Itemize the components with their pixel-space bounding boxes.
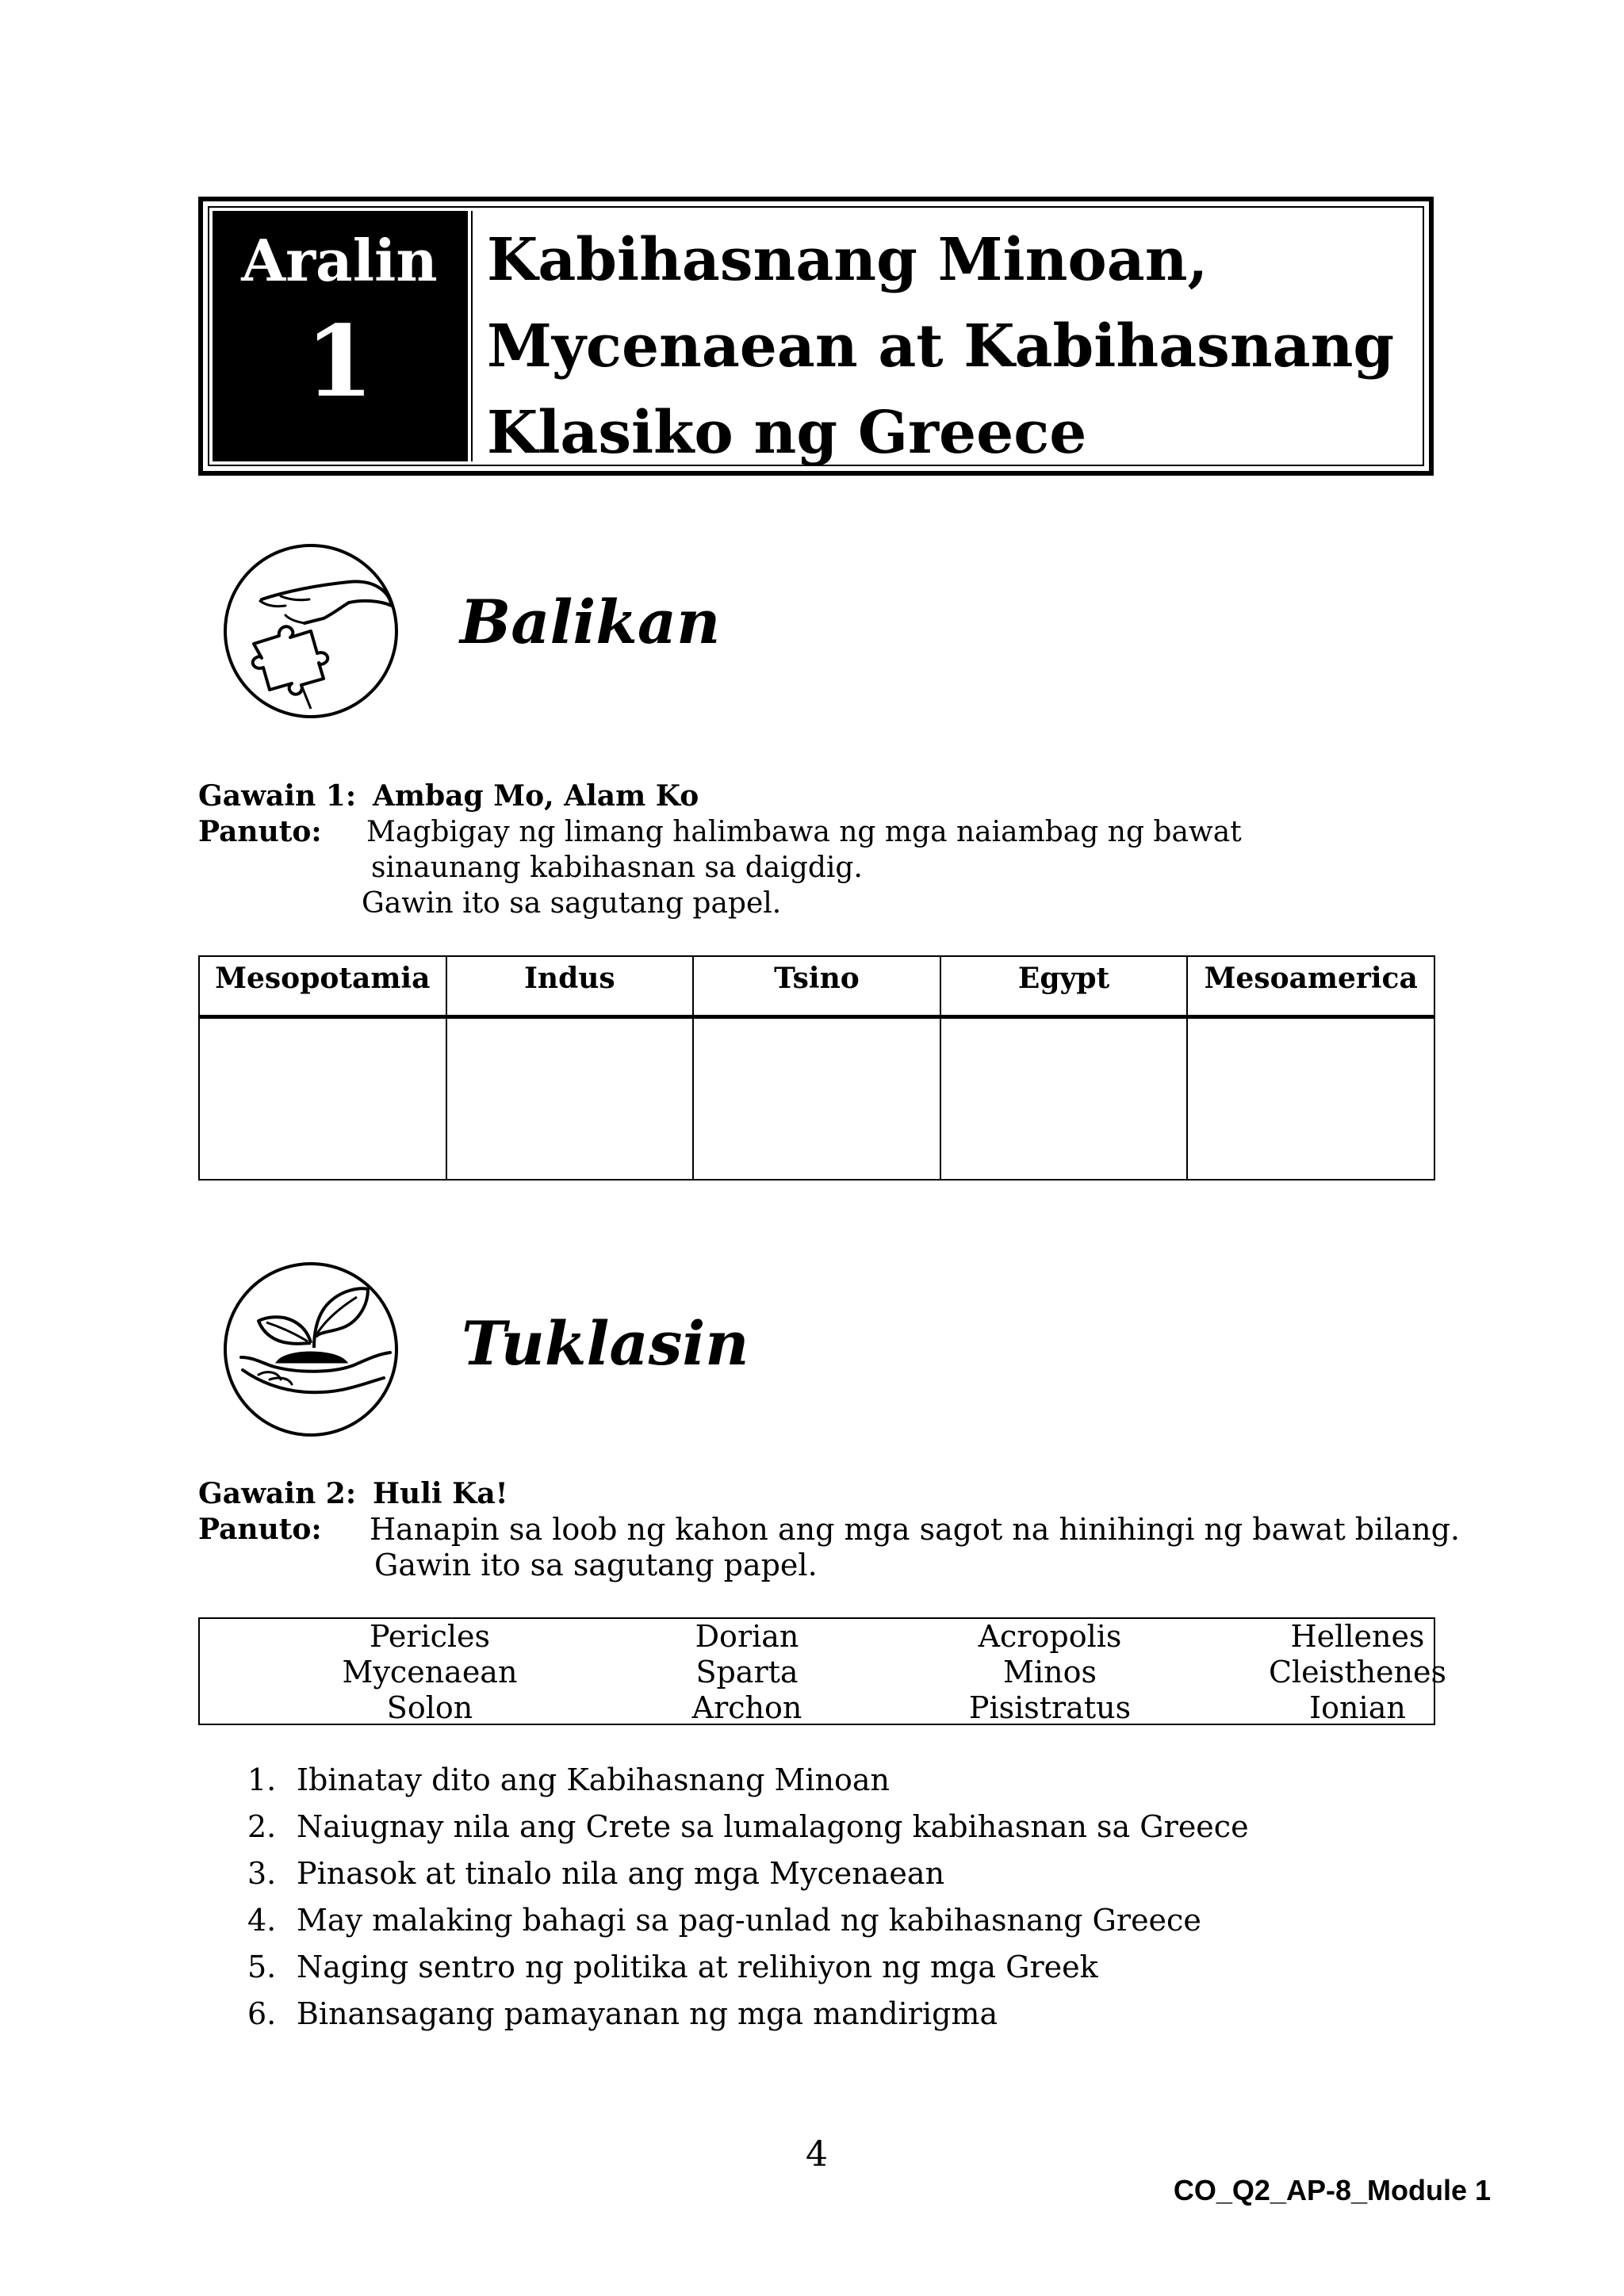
word-item: Minos [1003,1655,1097,1689]
word-item: Hellenes [1290,1619,1425,1654]
table-header: Mesoamerica [1187,956,1434,1017]
question-number: 5. [247,1950,277,1984]
hand-seedling-icon [222,1261,400,1438]
answer-cell[interactable] [693,1017,940,1181]
activity-title: Huli Ka! [373,1477,508,1510]
word-item: Pisistratus [968,1690,1132,1725]
question-number: 6. [247,1996,277,2031]
answer-cell[interactable] [940,1017,1188,1181]
lesson-number: 1 [304,304,374,419]
answer-cell[interactable] [1187,1017,1434,1181]
table-header-row [199,956,1434,1017]
module-code: CO_Q2_AP-8_Module 1 [1173,2174,1491,2206]
question-number: 4. [247,1903,277,1938]
word-item: Sparta [695,1655,799,1689]
table-header: Indus [446,956,694,1017]
lesson-divider [466,211,473,461]
lesson-word: Aralin [241,227,438,294]
word-item: Ionian [1309,1690,1406,1725]
activity-title: Ambag Mo, Alam Ko [373,779,699,813]
word-item: Mycenaean [342,1655,518,1689]
table-row [199,1017,1434,1181]
table-header: Tsino [693,956,940,1017]
question-number: 1. [247,1762,277,1797]
question-number: 3. [247,1856,277,1891]
word-item: Pericles [369,1619,491,1654]
instructions-label: Panuto: [198,815,322,848]
word-item: Solon [386,1690,473,1725]
word-column [311,1619,549,1726]
question-number: 2. [247,1809,277,1844]
answer-cell[interactable] [446,1017,694,1181]
instructions-line: Hanapin sa loob ng kahon ang mga sagot na hinihingi ng bawat bilang. [370,1512,1460,1547]
instructions-line: Gawin ito sa sagutang papel. [374,1548,818,1582]
word-item: Acropolis [978,1619,1122,1654]
list-item [247,1900,1249,1947]
section-title-balikan: Balikan [460,587,721,657]
word-item: Dorian [695,1619,799,1654]
page-number: 4 [806,2134,828,2175]
lesson-title-line: Mycenaean at Kabihasnang [487,312,1395,381]
word-column [923,1619,1177,1726]
list-item [247,1760,1249,1807]
table-header: Egypt [940,956,1188,1017]
question-text: Naiugnay nila ang Crete sa lumalagong kabihasnan sa Greece [297,1809,1249,1844]
question-text: Ibinatay dito ang Kabihasnang Minoan [297,1762,891,1797]
word-column [1231,1619,1484,1726]
list-item [247,1994,1249,2041]
activity-label: Gawain 2: [198,1477,357,1510]
lesson-number-box [213,211,466,461]
list-item [247,1807,1249,1854]
question-text: Naging sentro ng politika at relihiyon ng mga Greek [297,1950,1098,1984]
instructions-label: Panuto: [198,1513,322,1546]
list-item [247,1854,1249,1900]
instructions-line: Gawin ito sa sagutang papel. [362,887,782,920]
instructions-line: sinaunang kabihasnan sa daigdig. [371,851,863,884]
question-text: Pinasok at tinalo nila ang mga Mycenaean [297,1856,945,1891]
hand-puzzle-icon [222,542,400,720]
question-text: Binansagang pamayanan ng mga mandirigma [297,1996,998,2031]
lesson-title-line: Klasiko ng Greece [487,399,1087,467]
question-list [247,1760,1249,2041]
activity-label: Gawain 1: [198,779,357,813]
answer-cell[interactable] [199,1017,446,1181]
lesson-header [198,197,1434,476]
instructions-line: Magbigay ng limang halimbawa ng mga naiambag ng bawat [366,816,1242,848]
civilization-table [198,955,1435,1181]
lesson-title [487,217,1407,476]
list-item [247,1947,1249,1994]
section-title-tuklasin: Tuklasin [462,1308,749,1379]
lesson-title-line: Kabihasnang Minoan, [487,226,1208,294]
word-item: Cleisthenes [1268,1655,1447,1689]
table-header: Mesopotamia [199,956,446,1017]
word-item: Archon [691,1690,802,1725]
word-column [628,1619,866,1726]
word-box [198,1617,1447,1725]
question-text: May malaking bahagi sa pag-unlad ng kabihasnang Greece [297,1903,1201,1938]
